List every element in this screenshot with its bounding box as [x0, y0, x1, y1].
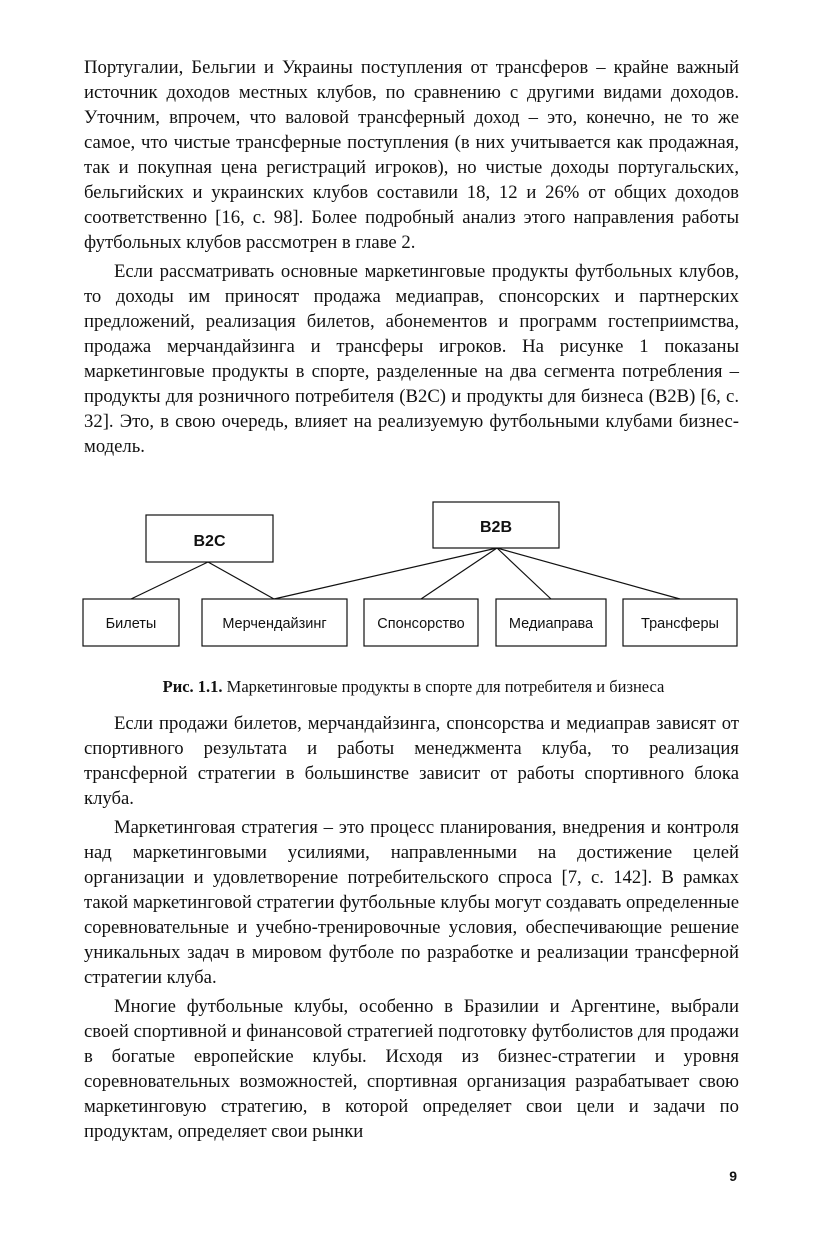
label-media: Медиаправа — [508, 616, 594, 632]
label-b2c: B2C — [193, 533, 226, 550]
label-b2b: B2B — [479, 519, 513, 536]
paragraph: Португалии, Бельгии и Украины поступления от трансферов – крайне важный источник доходов местных клубов, по сравнению с другими видами доходов. Уточним, впрочем, что валовой трансферный доход – это, конечно, не то же самое, что чистые трансферные поступления (в них учитывается как продажная, так и покупная цена регистраций игроков), но чистые доходы португальских, бельгийских и украинских клубов составили 18, 12 и 26% от общих доходов соответственно [16, с. 98]. Более подробный анализ этого направления работы футбольных клубов рассмотрен в главе 2. — [84, 57, 739, 253]
connector-b2b-sponsorship — [421, 548, 497, 599]
paragraph: Если рассматривать основные маркетинговые продукты футбольных клубов, то доходы им приносят продажа медиаправ, спонсорских и партнерских предложений, реализация билетов, абонементов и программ гостеприимства, продажа мерчандайзинга и трансферы игроков. На рисунке 1 показаны маркетинговые продукты в спорте, разделенные на два сегмента потребления – продукты для розничного потребителя (B2C) и продукты для бизнеса (B2B) [6, с. 32]. Это, в свою очередь, влияет на реализуемую футбольными клубами бизнес-модель. — [84, 261, 739, 457]
connector-b2c-merch — [208, 562, 274, 599]
paragraph: Если продажи билетов, мерчандайзинга, спонсорства и медиаправ зависят от спортивного результата и работы менеджмента клуба, то реализация трансферной стратегии в большинстве зависит от работы спортивного блока клуба. — [84, 713, 739, 809]
caption-label: Рис. 1.1. — [162, 677, 223, 696]
text-block-top — [84, 55, 739, 459]
connector-b2b-merch — [274, 548, 497, 599]
label-merch: Мерчендайзинг — [222, 616, 327, 632]
label-sponsorship: Спонсорство — [377, 616, 465, 632]
figure-diagram — [0, 500, 827, 660]
diagram-svg — [0, 500, 827, 660]
text-block-bottom — [84, 711, 739, 1144]
figure-caption — [0, 677, 827, 697]
label-tickets: Билеты — [105, 616, 157, 632]
page-number: 9 — [729, 1168, 737, 1184]
connector-b2c-tickets — [131, 562, 208, 599]
label-transfers: Трансферы — [641, 616, 719, 632]
paragraph: Многие футбольные клубы, особенно в Бразилии и Аргентине, выбрали своей спортивной и финансовой стратегией подготовку футболистов для продажи в богатые европейские клубы. Исходя из бизнес-стратегии и уровня соревновательных возможностей, спортивная организация разрабатывает свою маркетинговую стратегию, в которой определяет свои цели и задачи по продуктам, определяет свои рынки — [84, 996, 739, 1142]
caption-text: Маркетинговые продукты в спорте для потребителя и бизнеса — [226, 677, 665, 696]
paragraph: Маркетинговая стратегия – это процесс планирования, внедрения и контроля над маркетинговыми усилиями, направленными на достижение целей организации и удовлетворение потребительского спроса [7, с. 142]. В рамках такой маркетинговой стратегии футбольные клубы могут создавать определенные соревновательные и учебно-тренировочные условия, обеспечивающие решение уникальных задач в мировом футболе по разработке и реализации трансферной стратегии клуба. — [84, 817, 739, 988]
